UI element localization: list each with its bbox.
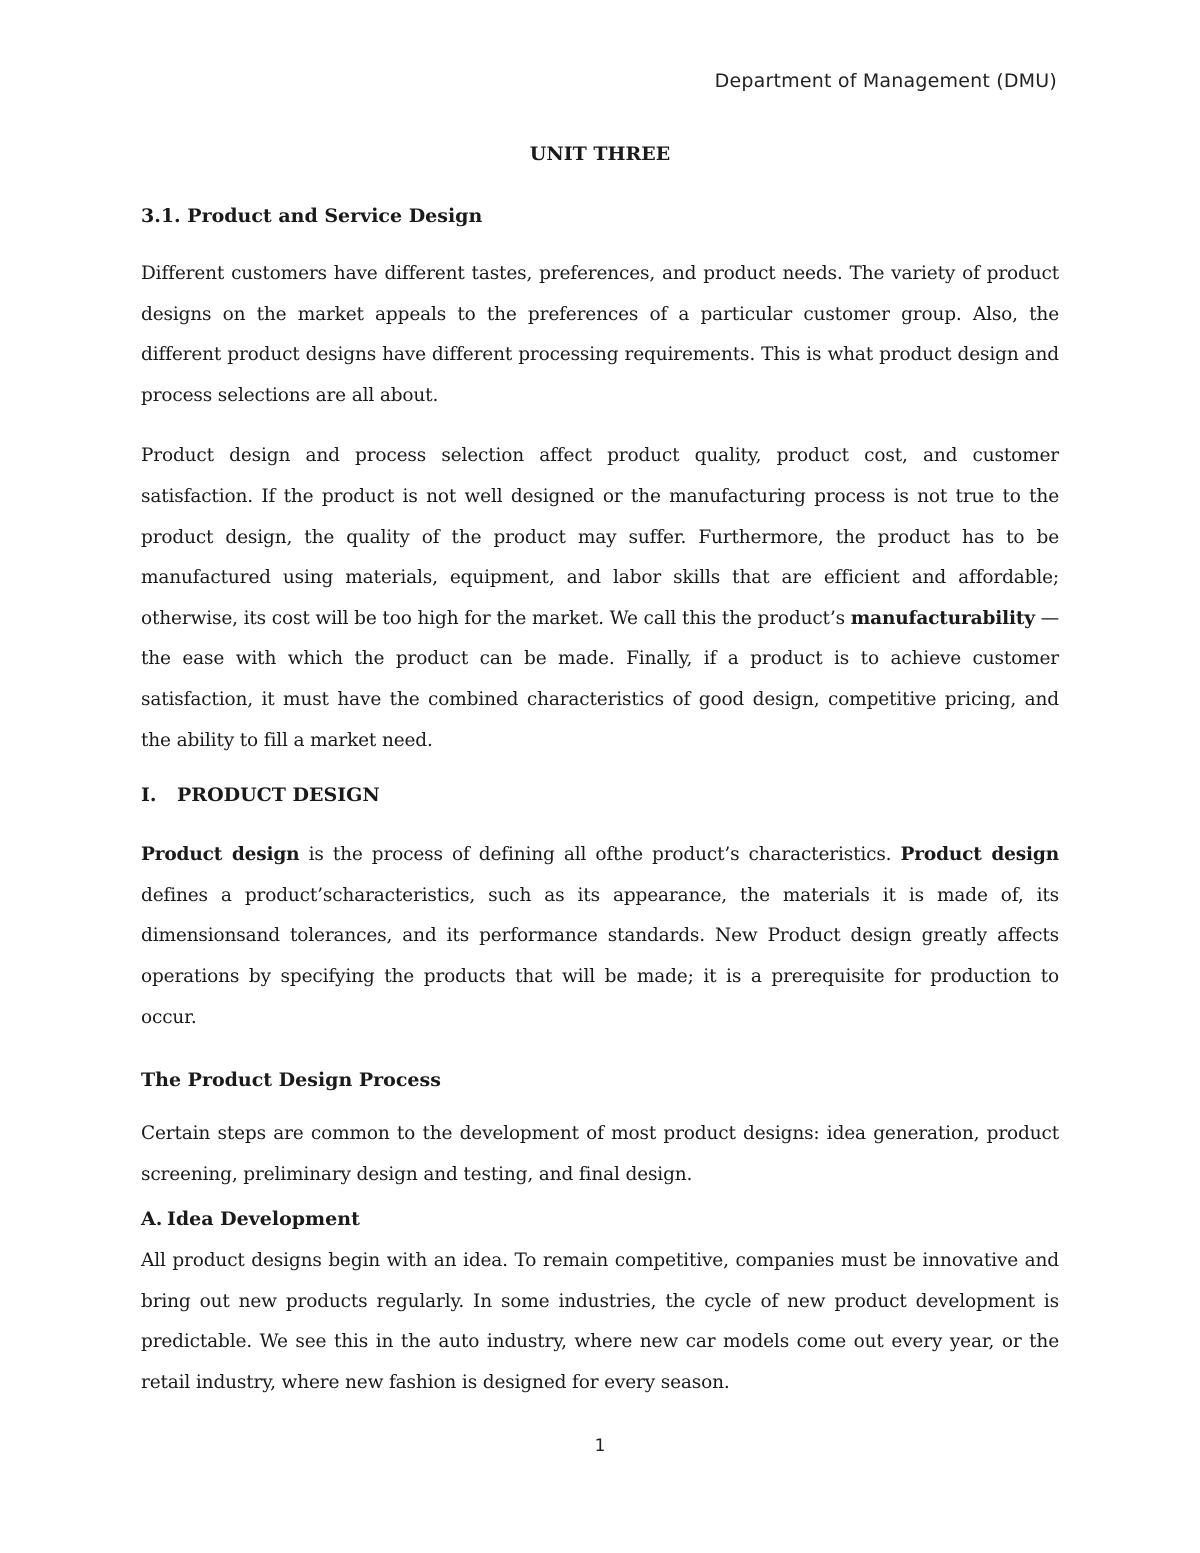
bold-term-manufacturability: manufacturability — [850, 607, 1035, 629]
bold-term-product-design: Product design — [141, 844, 300, 866]
heading-number: A. — [141, 1208, 163, 1231]
paragraph-text: —the ease with which the product can be made. Finally, if a product is to achieve customer satisfaction, it must have the combined characteristics of good design, competitive pricing, and the ability to fill a market need. — [141, 607, 1059, 751]
section-heading: 3.1. Product and Service Design — [141, 205, 483, 227]
paragraph-process-steps: Certain steps are common to the development of most product designs: idea generation, product screening, preliminary design and testing, and final design. — [141, 1123, 1059, 1185]
paragraph-product-design-definition — [141, 835, 1059, 1038]
heading-title: Idea Development — [167, 1208, 360, 1231]
product-design-heading — [141, 781, 1059, 809]
paragraph-manufacturability — [141, 436, 1059, 761]
document-body — [141, 140, 1059, 1424]
process-heading: The Product Design Process — [141, 1069, 441, 1092]
paragraph-text: is the process of defining all ofthe product’s characteristics. — [299, 844, 901, 866]
paragraph-text: Product design and process selection affect product quality, product cost, and customer satisfaction. If the product is not well designed or the manufacturing process is not true to the product design, the quality of the product may suffer. Furthermore, the product has to be manufactured using materials, equipment, and labor skills that are efficient and affordable; otherwise, its cost will be too high for the market. We call this the product’s — [141, 445, 1059, 629]
page-number: 1 — [594, 1436, 606, 1456]
paragraph-intro: Different customers have different tastes, preferences, and product needs. The variety of product designs on the market appeals to the preferences of a particular customer group. Also, the different product designs have different processing requirements. This is what product design and process selections are all about. — [141, 263, 1059, 406]
unit-title: UNIT THREE — [529, 143, 671, 165]
paragraph-text: defines a product’scharacteristics, such as its appearance, the materials it is made of, its dimensionsand tolerances, and its performance standards. New Product design greatly affects operations by specifying the products that will be made; it is a prerequisite for production to occur. — [141, 884, 1059, 1028]
idea-development-heading — [141, 1205, 1059, 1233]
bold-term-product-design: Product design — [900, 844, 1059, 866]
heading-title: PRODUCT DESIGN — [177, 784, 380, 807]
page-header: Department of Management (DMU) — [714, 70, 1057, 92]
heading-number: I. — [141, 784, 157, 807]
paragraph-idea-development: All product designs begin with an idea. To remain competitive, companies must be innovative and bring out new products regularly. In some industries, the cycle of new product development is predictable. We see this in the auto industry, where new car models come out every year, or the retail industry, where new fashion is designed for every season. — [141, 1250, 1059, 1394]
